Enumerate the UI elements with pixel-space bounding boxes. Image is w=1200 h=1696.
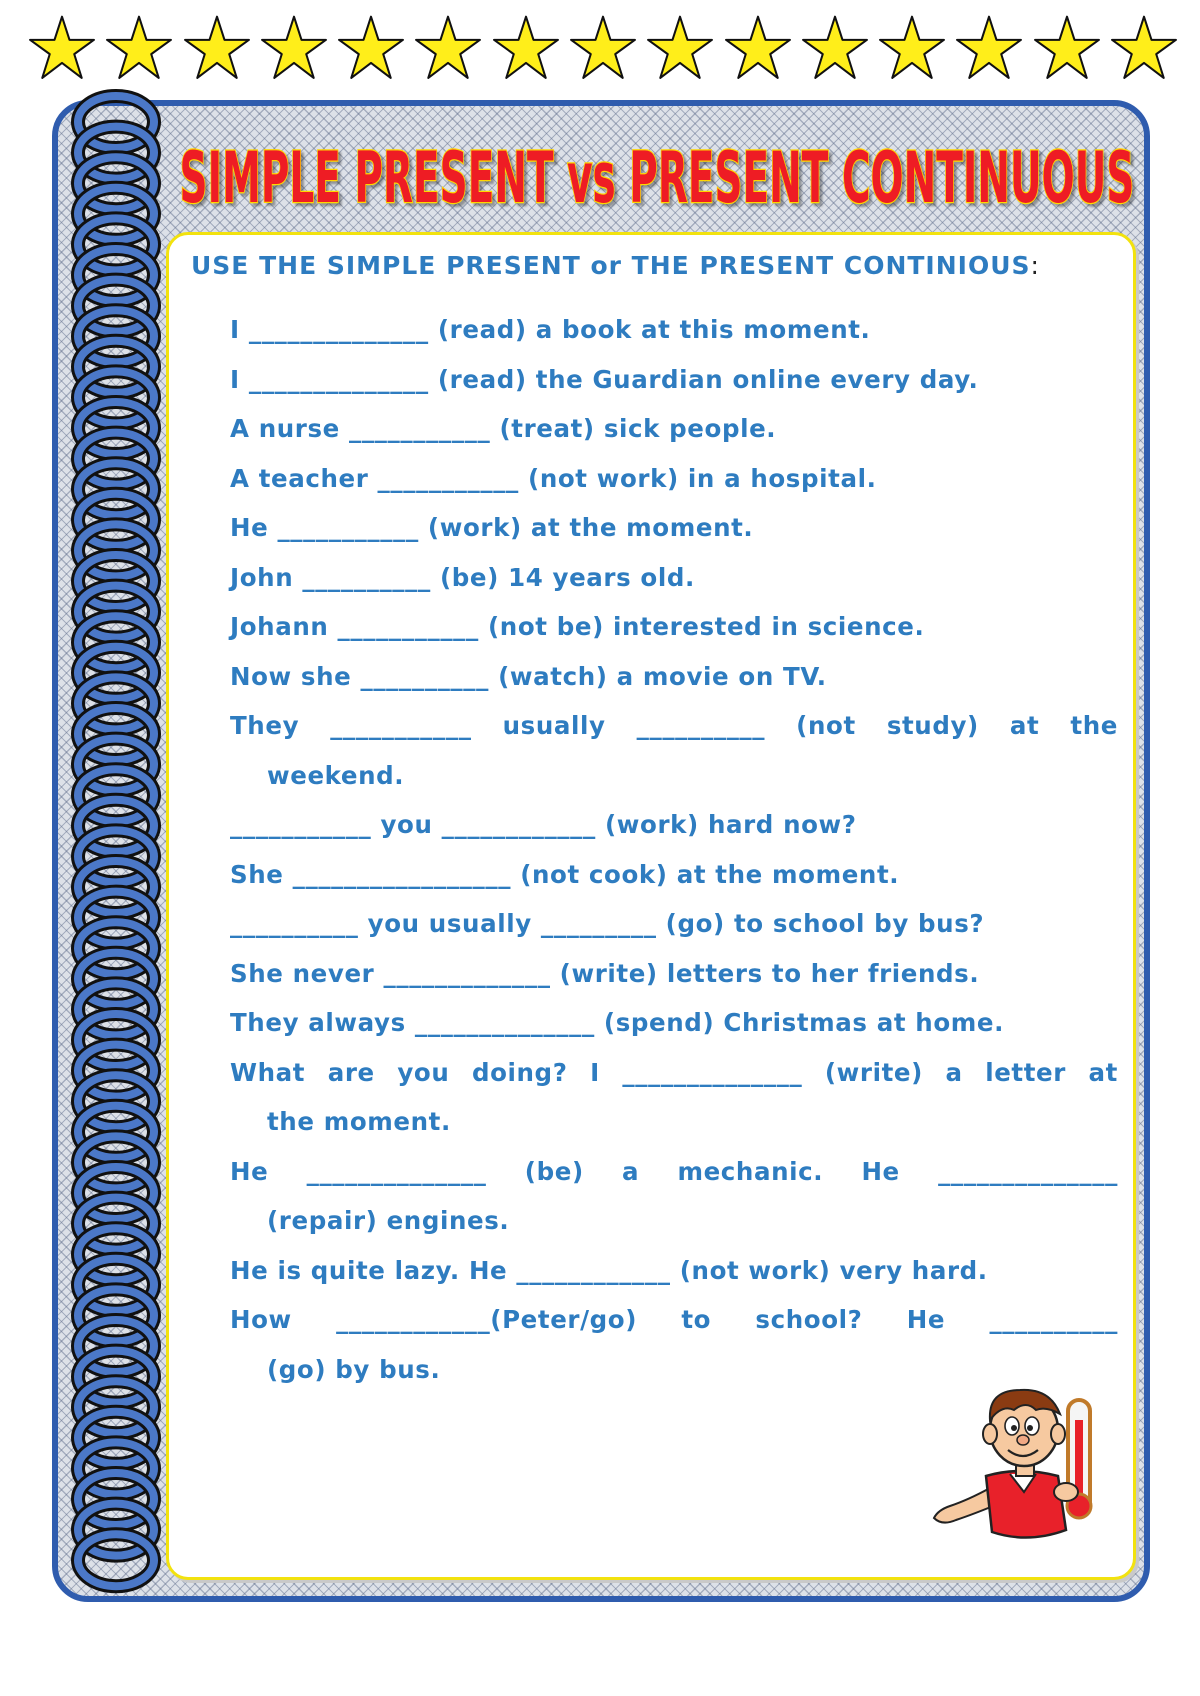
- exercise-14: They always ______________ (spend) Christmas at home.: [230, 1008, 1005, 1037]
- exercise-16-line: [230, 1147, 1118, 1197]
- exercise-9-line: [230, 701, 1118, 751]
- exercise-8: Now she __________ (watch) a movie on TV.: [230, 661, 827, 691]
- word: ______________: [938, 1156, 1118, 1186]
- star-icon: [337, 14, 405, 82]
- word: How: [230, 1305, 292, 1334]
- exercise-11: She _________________ (not cook) at the moment.: [230, 859, 900, 889]
- spiral-binding-icon: [64, 88, 168, 1608]
- word: to: [681, 1305, 712, 1334]
- word: __________: [989, 1305, 1118, 1334]
- word: at: [1009, 711, 1040, 740]
- exercise-12: __________ you usually _________ (go) to school by bus?: [230, 909, 985, 938]
- word: ______________: [622, 1057, 803, 1087]
- word: ____________(Peter/go): [336, 1305, 638, 1334]
- word: usually: [502, 711, 606, 740]
- star-icon: [260, 14, 328, 82]
- title-text: SIMPLE PRESENT vs PRESENT CONTINUOUS: [179, 137, 1135, 219]
- star-icon: [105, 14, 173, 82]
- exercise-2: I ______________ (read) the Guardian online every day.: [230, 364, 979, 394]
- exercise-7: Johann ___________ (not be) interested in science.: [230, 612, 925, 641]
- word: __________: [636, 711, 766, 740]
- instruction: [191, 251, 1040, 280]
- star-icon: [878, 14, 946, 82]
- word: letter: [985, 1057, 1066, 1087]
- word: ______________: [306, 1156, 487, 1186]
- exercise-4: A teacher ___________ (not work) in a hospital.: [230, 463, 877, 493]
- exercise-18-line: [230, 1295, 1118, 1345]
- star-icon: [1110, 14, 1178, 82]
- word: He: [230, 1156, 269, 1186]
- word: school?: [755, 1305, 863, 1334]
- exercise-list: [230, 305, 1120, 1394]
- top-star-border: [28, 8, 1178, 88]
- exercise-15-continuation: the moment.: [267, 1107, 451, 1136]
- word: I: [590, 1057, 600, 1087]
- star-icon: [801, 14, 869, 82]
- exercise-15-line: [230, 1048, 1118, 1098]
- worksheet-title: [172, 116, 1142, 226]
- exercise-10: ___________ you ____________ (work) hard now?: [230, 810, 857, 839]
- exercise-18-continuation: (go) by bus.: [267, 1354, 441, 1384]
- instruction-text: USE THE SIMPLE PRESENT or THE PRESENT CONTINIOUS: [191, 251, 1031, 280]
- instruction-colon: :: [1030, 251, 1040, 280]
- exercise-15: [230, 1048, 1120, 1147]
- word: a: [622, 1156, 640, 1186]
- exercise-card: [166, 232, 1136, 1580]
- star-icon: [955, 14, 1023, 82]
- word: What: [230, 1057, 306, 1087]
- star-icon: [646, 14, 714, 82]
- star-icon: [569, 14, 637, 82]
- word: at: [1088, 1057, 1118, 1087]
- exercise-6: John __________ (be) 14 years old.: [230, 562, 695, 592]
- exercise-5: He ___________ (work) at the moment.: [230, 513, 754, 542]
- star-icon: [414, 14, 482, 82]
- star-icon: [28, 14, 96, 82]
- star-icon: [492, 14, 560, 82]
- exercise-1: I ______________ (read) a book at this moment.: [230, 315, 871, 344]
- word: doing?: [471, 1057, 568, 1087]
- exercise-9-continuation: weekend.: [267, 760, 405, 790]
- exercise-9: [230, 701, 1120, 800]
- word: the: [1070, 711, 1118, 740]
- word: They: [230, 711, 300, 740]
- word: He: [906, 1305, 946, 1334]
- star-icon: [724, 14, 792, 82]
- word: ___________: [330, 711, 472, 740]
- word: are: [327, 1057, 375, 1087]
- exercise-13: She never _____________ (write) letters to her friends.: [230, 958, 980, 988]
- word: mechanic.: [677, 1156, 824, 1186]
- word: He: [861, 1156, 900, 1186]
- exercise-16-continuation: (repair) engines.: [267, 1206, 510, 1235]
- spiral-binding: [64, 88, 168, 1608]
- word: (write): [824, 1057, 923, 1087]
- word: study): [886, 711, 979, 740]
- star-icon: [183, 14, 251, 82]
- exercise-3: A nurse ___________ (treat) sick people.: [230, 414, 777, 443]
- word: (not: [796, 711, 856, 740]
- exercise-17: He is quite lazy. He ____________ (not work) very hard.: [230, 1255, 988, 1285]
- word: (be): [524, 1156, 584, 1186]
- star-icon: [1033, 14, 1101, 82]
- word: a: [945, 1057, 963, 1087]
- exercise-16: [230, 1147, 1120, 1246]
- boy-with-thermometer-clipart: [928, 1380, 1108, 1550]
- word: you: [397, 1057, 450, 1087]
